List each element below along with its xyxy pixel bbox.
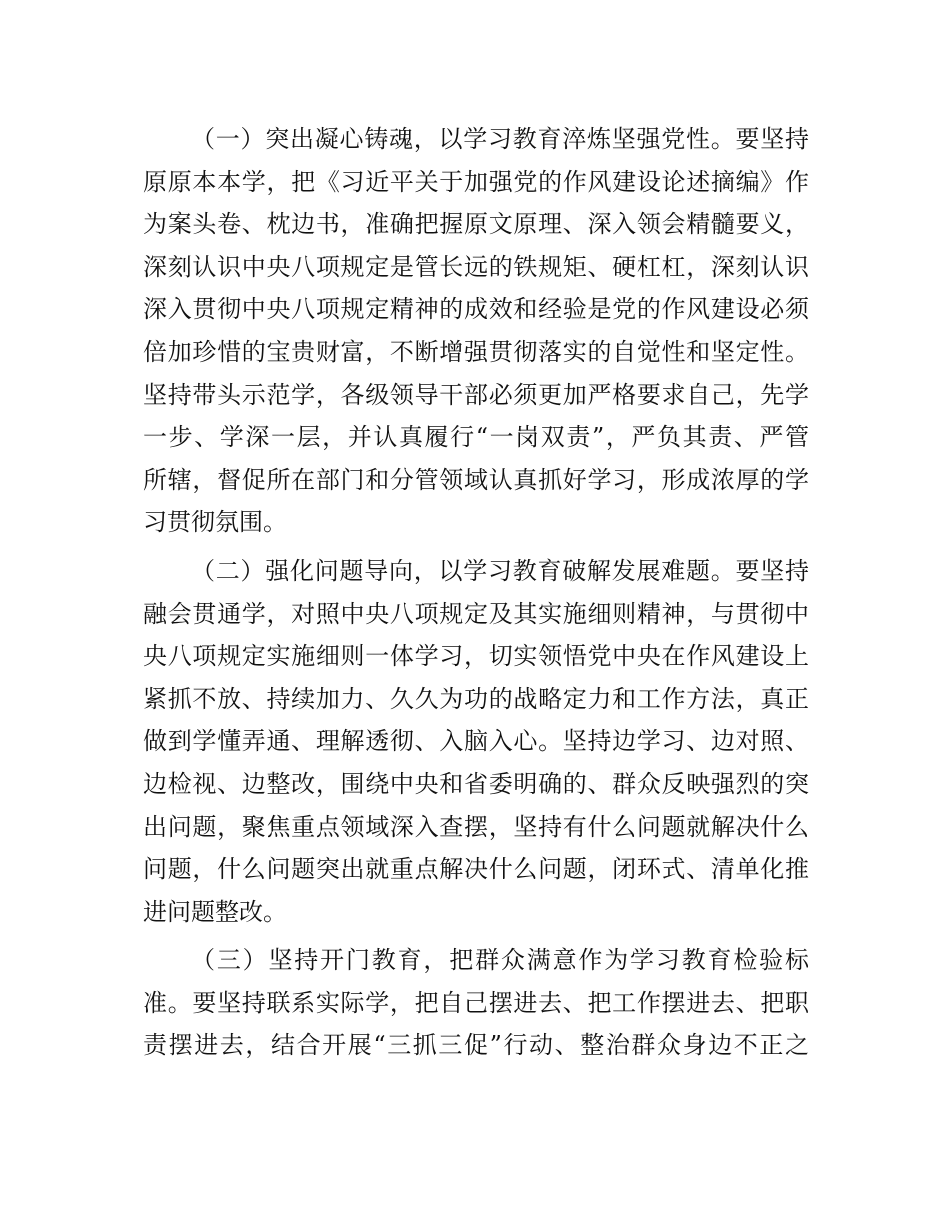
text-line: （二）强化问题导向，以学习教育破解发展难题。要坚持 — [191, 556, 809, 585]
text-line: 倍加珍惜的宝贵财富，不断增强贯彻落实的自觉性和坚定性。 — [143, 337, 809, 366]
text-line: 深刻认识中央八项规定是管长远的铁规矩、硬杠杠，深刻认识 — [143, 252, 809, 281]
paragraph-3 — [143, 939, 809, 1067]
text-line: 融会贯通学，对照中央八项规定及其实施细则精神，与贯彻中 — [143, 599, 809, 628]
text-line: （一）突出凝心铸魂，以学习教育淬炼坚强党性。要坚持 — [191, 125, 809, 153]
text-line: （三）坚持开门教育，把群众满意作为学习教育检验标 — [191, 946, 809, 975]
text-line: 坚持带头示范学，各级领导干部必须更加严格要求自己，先学 — [143, 380, 809, 409]
text-line: 一步、学深一层，并认真履行“一岗双责”，严负其责、严管 — [143, 423, 809, 452]
text-line: 原原本本学，把《习近平关于加强党的作风建设论述摘编》作 — [143, 167, 809, 196]
text-line: 责摆进去，结合开展“三抓三促”行动、整治群众身边不正之 — [143, 1031, 809, 1060]
text-line: 进问题整改。 — [143, 897, 287, 926]
text-line: 深入贯彻中央八项规定精神的成效和经验是党的作风建设必须 — [143, 295, 809, 324]
text-line: 边检视、边整改，围绕中央和省委明确的、群众反映强烈的突 — [143, 769, 809, 798]
text-line: 习贯彻氛围。 — [143, 508, 287, 537]
text-line: 央八项规定实施细则一体学习，切实领悟党中央在作风建设上 — [143, 642, 809, 671]
text-line: 为案头卷、枕边书，准确把握原文原理、深入领会精髓要义， — [143, 210, 809, 239]
text-line: 做到学懂弄通、理解透彻、入脑入心。坚持边学习、边对照、 — [143, 727, 809, 756]
text-line: 出问题，聚焦重点领域深入查摆，坚持有什么问题就解决什么 — [143, 812, 809, 841]
text-line: 问题，什么问题突出就重点解决什么问题，闭环式、清单化推 — [143, 855, 809, 884]
document-page — [143, 118, 809, 1067]
text-line: 紧抓不放、持续加力、久久为功的战略定力和工作方法，真正 — [143, 684, 809, 713]
paragraph-2 — [143, 550, 809, 933]
text-line: 准。要坚持联系实际学，把自己摆进去、把工作摆进去、把职 — [143, 988, 809, 1017]
text-line: 所辖，督促所在部门和分管领域认真抓好学习，形成浓厚的学 — [143, 465, 809, 494]
paragraph-1 — [143, 118, 809, 544]
